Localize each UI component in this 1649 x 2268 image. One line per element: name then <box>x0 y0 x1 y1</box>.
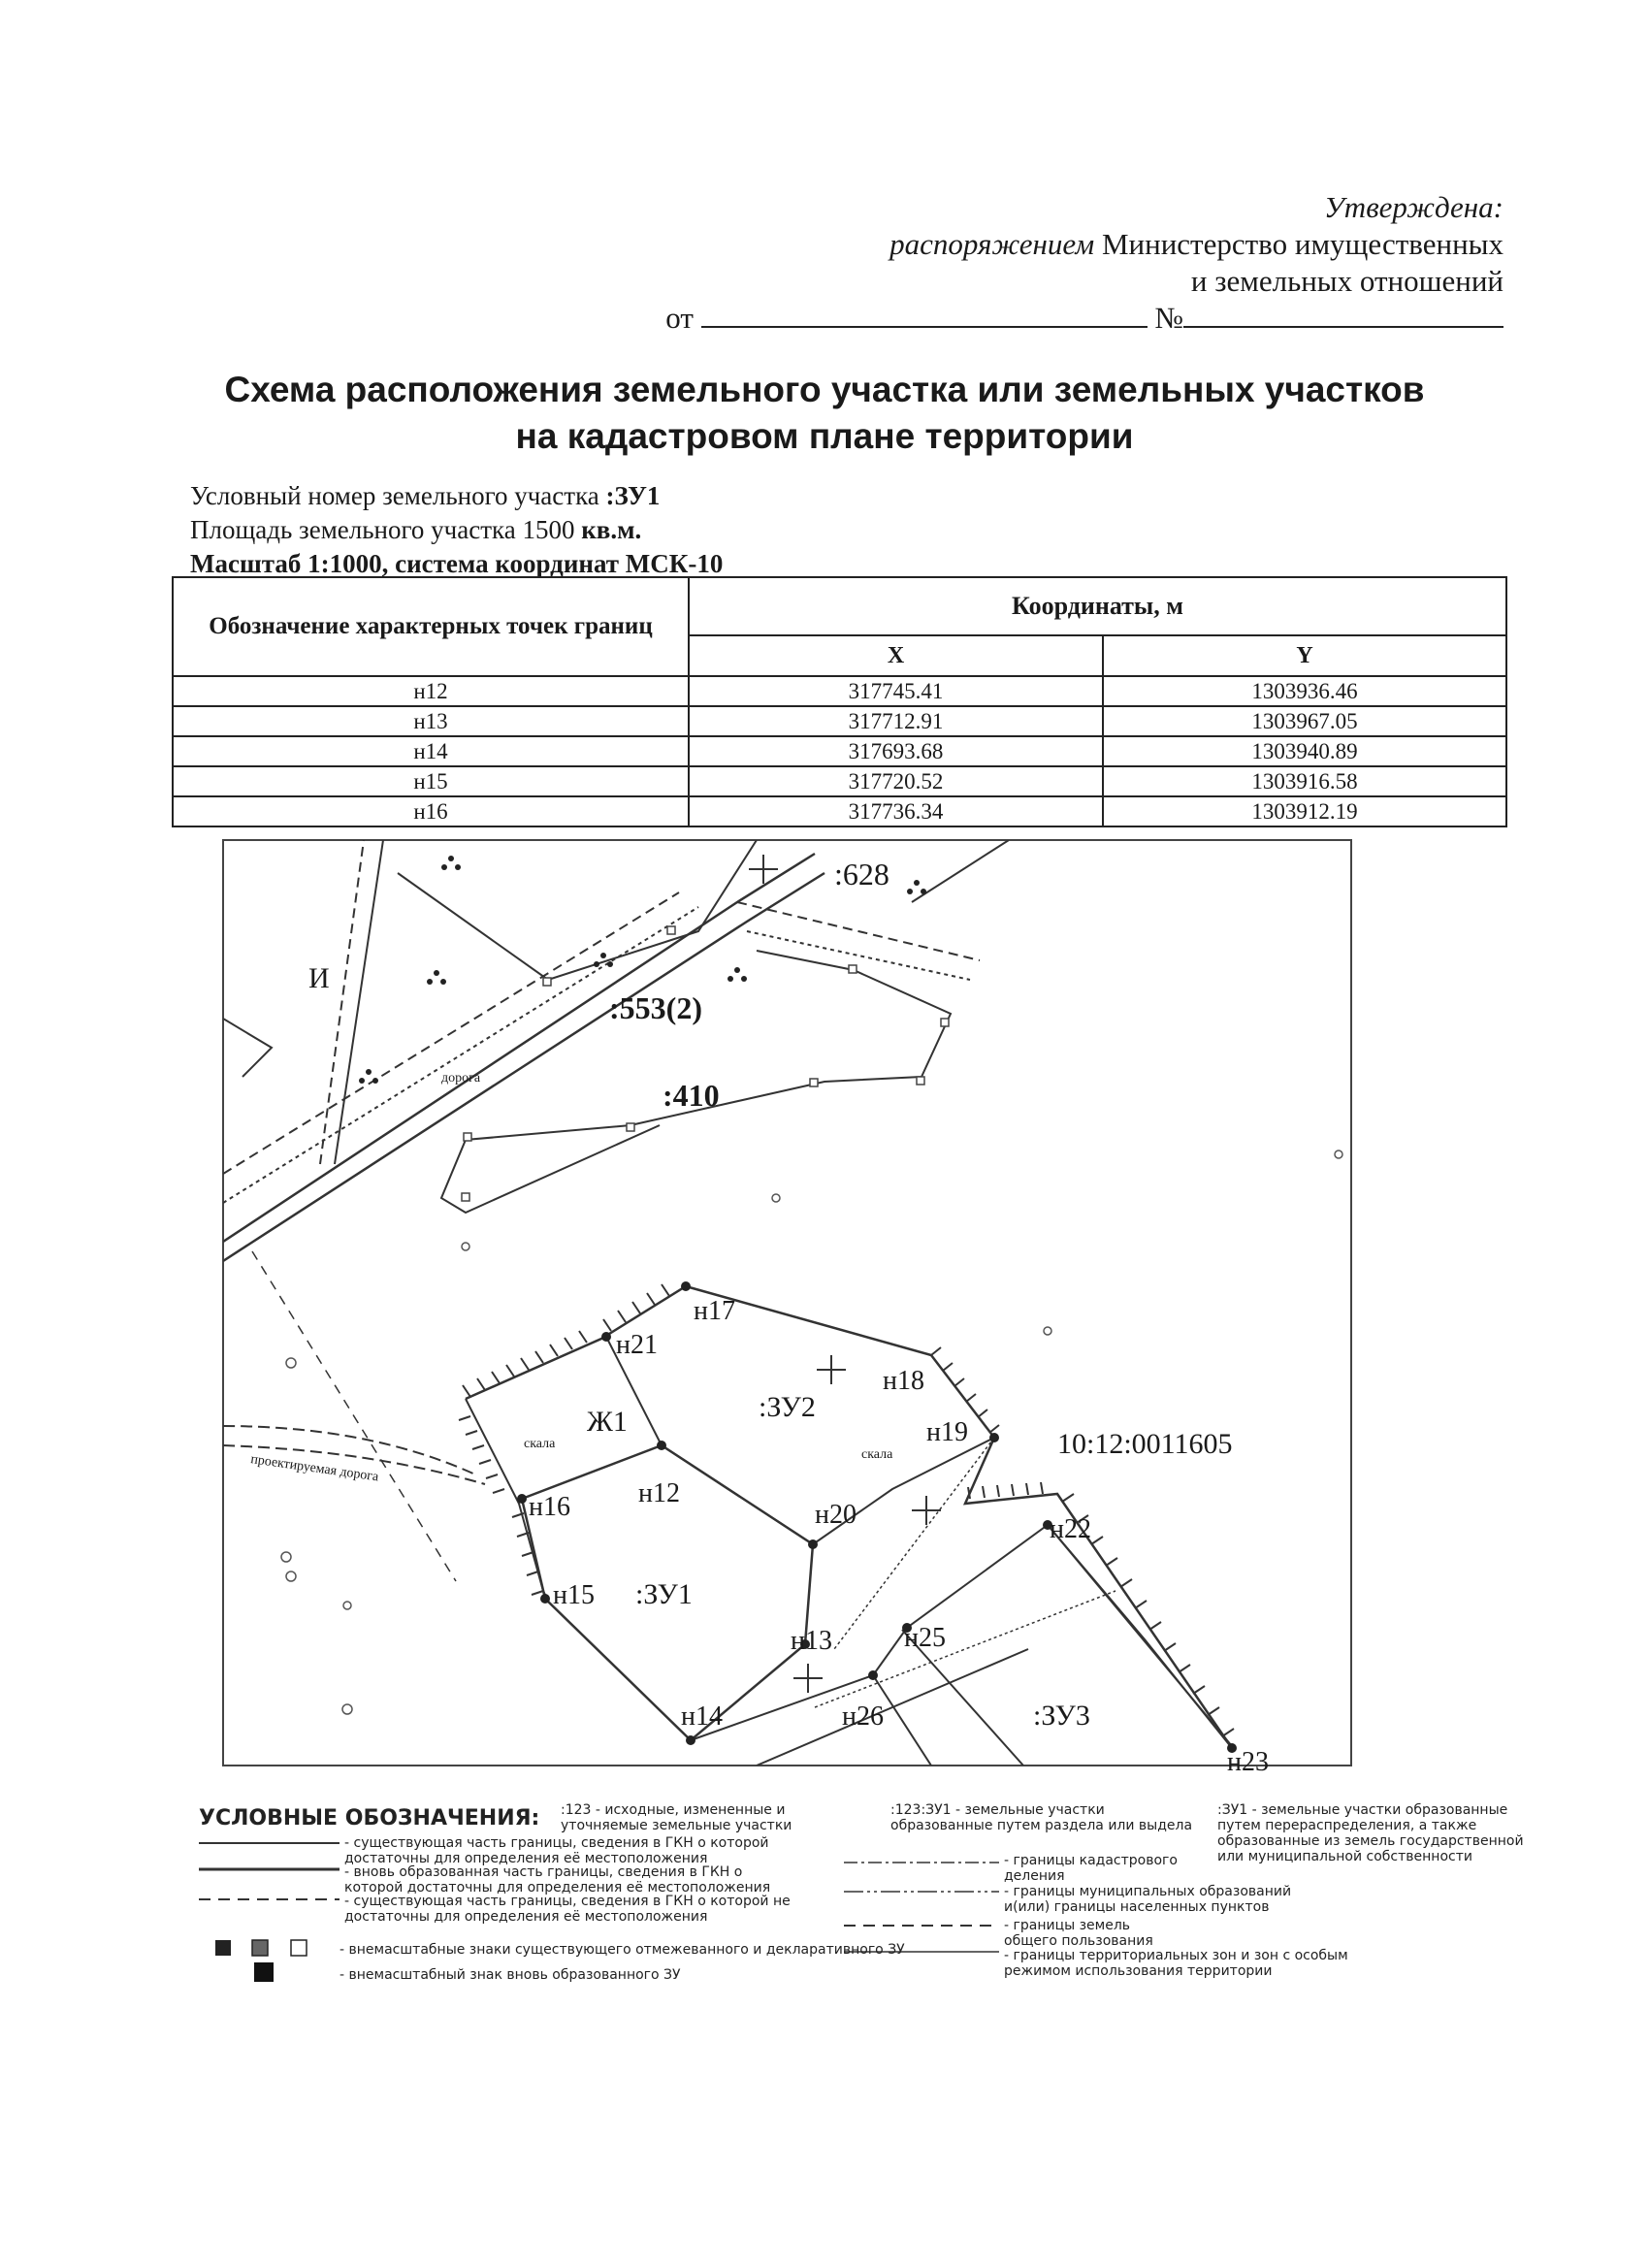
label-zu3: :ЗУ3 <box>1033 1700 1090 1732</box>
col-point-header: Обозначение характерных точек границ <box>173 577 689 676</box>
map-frame <box>223 840 1351 1766</box>
legend-cadastral-division: - границы кадастрового деления <box>1004 1853 1178 1884</box>
label-rock2: скала <box>861 1447 893 1462</box>
table-row: н15 317720.52 1303916.58 <box>173 766 1506 796</box>
road-line <box>223 873 824 1261</box>
col-coords-header: Координаты, м <box>689 577 1506 635</box>
document-title: Схема расположения земельного участка или земельных участков на кадастровом плане территории <box>224 370 1425 456</box>
legend-formed-split: :123:ЗУ1 - земельные участки образованные путем раздела или выдела <box>890 1802 1193 1833</box>
parcel-area: Площадь земельного участка 1500 кв.м. <box>190 515 642 544</box>
col-y-header: Y <box>1103 635 1506 676</box>
parcel-zu2 <box>834 1438 994 1649</box>
legend-existing-marks: - внемасштабные знаки существующего отмежеванного и декларативного ЗУ <box>340 1942 905 1958</box>
label-quarter: 10:12:0011605 <box>1057 1428 1233 1460</box>
label-n13: н13 <box>791 1626 832 1656</box>
parcel-zu3 <box>691 1525 1232 1748</box>
legend-formed-redistribution: :ЗУ1 - земельные участки образованные путем перераспределения, а также образованные из земель государственной или муниципальной собственности <box>1217 1802 1524 1864</box>
grid-crosses <box>749 855 941 1693</box>
legend-municipal: - границы муниципальных образований и(или) границы населенных пунктов <box>1004 1884 1292 1915</box>
label-n17: н17 <box>694 1296 735 1326</box>
approval-date-line: от № <box>665 300 1504 337</box>
parcel-boundary <box>912 840 1009 902</box>
legend-existing-boundary: - существующая часть границы, сведения в ГКН о которой достаточны для определения её местоположения <box>344 1835 769 1866</box>
table-row: н12 317745.41 1303936.46 <box>173 676 1506 706</box>
label-zu1: :ЗУ1 <box>635 1578 693 1610</box>
label-n23: н23 <box>1227 1747 1269 1777</box>
label-n19: н19 <box>926 1417 968 1447</box>
table-row: н14 317693.68 1303940.89 <box>173 736 1506 766</box>
approval-title: Утверждена: <box>1323 190 1504 224</box>
col-x-header: X <box>689 635 1103 676</box>
table-row: н13 317712.91 1303967.05 <box>173 706 1506 736</box>
label-I: И <box>308 962 330 994</box>
legend-heading: УСЛОВНЫЕ ОБОЗНАЧЕНИЯ: <box>199 1806 540 1831</box>
label-n16: н16 <box>529 1492 570 1522</box>
label-projected-road: проектируемая дорога <box>249 1452 380 1485</box>
legend-zones: - границы территориальных зон и зон с особым режимом использования территории <box>1004 1948 1348 1979</box>
road-line <box>223 854 815 1242</box>
label-n26: н26 <box>842 1701 884 1732</box>
label-n20: н20 <box>815 1500 857 1530</box>
approval-ministry: и земельных отношений <box>1190 264 1504 298</box>
label-rock1: скала <box>524 1437 556 1451</box>
legend-new-mark: - внемасштабный знак вновь образованного ЗУ <box>340 1967 681 1983</box>
label-road: дорога <box>441 1071 481 1085</box>
label-zh1: Ж1 <box>587 1406 628 1438</box>
legend-public-land: - границы земель общего пользования <box>1004 1918 1153 1949</box>
legend-insufficient-boundary: - существующая часть границы, сведения в ГКН о которой не достаточны для определения её местоположения <box>344 1894 791 1925</box>
parcel-zu3 <box>757 1649 1028 1766</box>
label-zu2: :ЗУ2 <box>759 1391 816 1423</box>
parcel-boundary <box>223 1019 272 1077</box>
label-553: :553(2) <box>609 990 702 1025</box>
conditional-number: Условный номер земельного участка :ЗУ1 <box>190 481 661 510</box>
road-line <box>223 892 679 1174</box>
label-n15: н15 <box>553 1580 595 1610</box>
label-628: :628 <box>834 857 889 891</box>
label-410: :410 <box>663 1078 720 1113</box>
table-row: н16 317736.34 1303912.19 <box>173 796 1506 826</box>
label-n21: н21 <box>616 1330 658 1360</box>
map-labels <box>249 857 1269 1777</box>
label-n25: н25 <box>904 1623 946 1653</box>
parcel-zu3 <box>815 1591 1116 1707</box>
label-n22: н22 <box>1050 1514 1091 1544</box>
scale-line: Масштаб 1:1000, система координат МСК-10 <box>190 549 724 578</box>
boundary-dashed <box>252 1251 456 1581</box>
road-line <box>737 902 980 960</box>
road-line <box>223 907 698 1203</box>
label-n18: н18 <box>883 1366 924 1396</box>
label-n12: н12 <box>638 1478 680 1508</box>
approval-order: распоряжением Министерство имущественных <box>889 227 1504 261</box>
label-n14: н14 <box>681 1701 723 1732</box>
legend-new-boundary: - вновь образованная часть границы, сведения в ГКН о которой достаточны для определения её местоположения <box>344 1864 771 1895</box>
square-markers <box>462 926 949 1201</box>
legend-source-parcels: :123 - исходные, измененные и уточняемые земельные участки <box>561 1802 792 1833</box>
